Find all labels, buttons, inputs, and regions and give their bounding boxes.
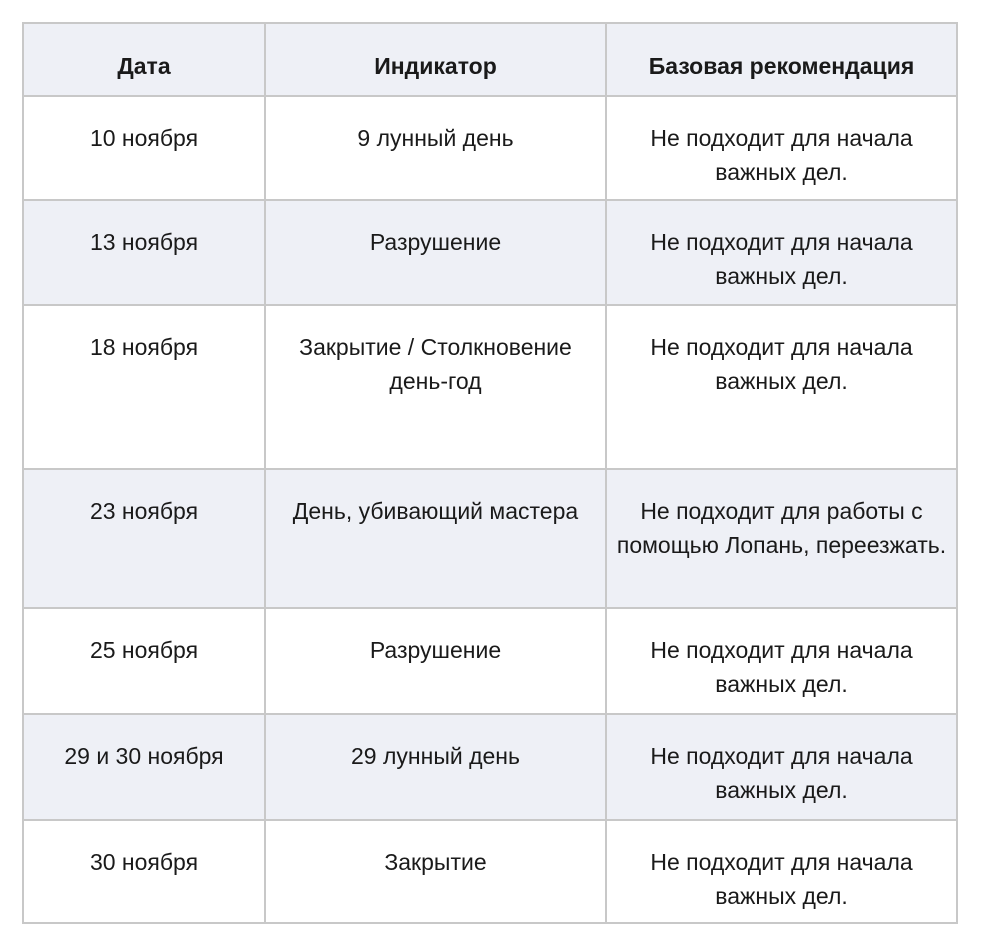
cell-date: 25 ноября — [23, 608, 265, 714]
header-recommendation: Базовая рекомендация — [606, 23, 957, 96]
cell-recommendation: Не подходит для начала важных дел. — [606, 305, 957, 469]
table-row — [23, 305, 957, 469]
cell-recommendation: Не подходит для работы с помощью Лопань, переезжать. — [606, 469, 957, 608]
table-row — [23, 714, 957, 820]
cell-indicator: 29 лунный день — [265, 714, 606, 820]
cell-date: 29 и 30 ноября — [23, 714, 265, 820]
table-row — [23, 469, 957, 608]
cell-date: 10 ноября — [23, 96, 265, 200]
cell-date: 13 ноября — [23, 200, 265, 305]
header-row — [23, 23, 957, 96]
table-row — [23, 608, 957, 714]
table-row — [23, 820, 957, 923]
cell-recommendation: Не подходит для начала важных дел. — [606, 96, 957, 200]
header-date: Дата — [23, 23, 265, 96]
cell-indicator: Разрушение — [265, 200, 606, 305]
cell-indicator: 9 лунный день — [265, 96, 606, 200]
cell-date: 18 ноября — [23, 305, 265, 469]
cell-recommendation: Не подходит для начала важных дел. — [606, 608, 957, 714]
table-row — [23, 96, 957, 200]
cell-indicator: Разрушение — [265, 608, 606, 714]
recommendation-table — [22, 22, 958, 924]
table-container — [22, 22, 958, 924]
cell-recommendation: Не подходит для начала важных дел. — [606, 820, 957, 923]
cell-recommendation: Не подходит для начала важных дел. — [606, 200, 957, 305]
cell-recommendation: Не подходит для начала важных дел. — [606, 714, 957, 820]
cell-indicator: День, убивающий мастера — [265, 469, 606, 608]
cell-indicator: Закрытие — [265, 820, 606, 923]
table-row — [23, 200, 957, 305]
cell-indicator: Закрытие / Столкновение день-год — [265, 305, 606, 469]
cell-date: 23 ноября — [23, 469, 265, 608]
header-indicator: Индикатор — [265, 23, 606, 96]
cell-date: 30 ноября — [23, 820, 265, 923]
